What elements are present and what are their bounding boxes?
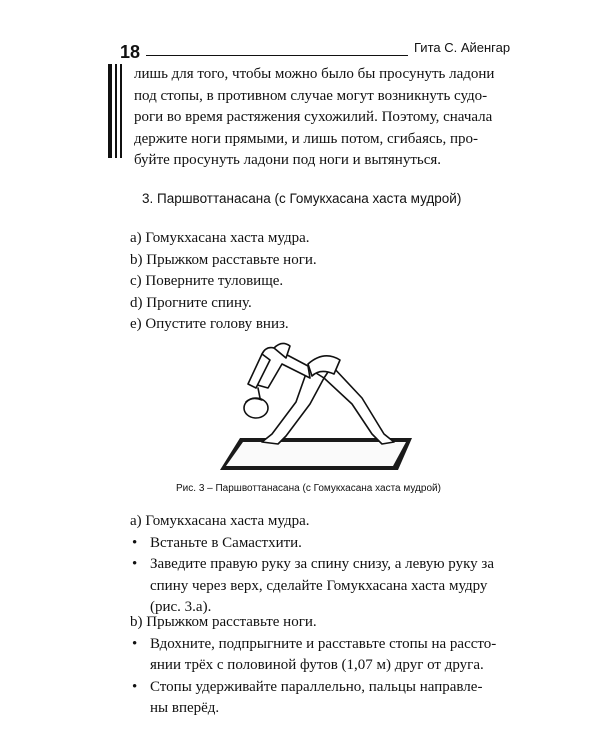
hips: [308, 356, 340, 376]
back-leg: [324, 366, 394, 444]
margin-bar: [108, 64, 112, 158]
bullet-icon: •: [132, 556, 138, 572]
bullet-item: [130, 677, 510, 720]
figure-caption: Рис. 3 – Паршвоттанасана (с Гомукхасана хаста мудрой): [176, 483, 441, 494]
bullet-icon: •: [132, 678, 138, 695]
margin-bar: [120, 64, 122, 158]
running-header-author: Гита С. Айенгар: [414, 40, 511, 55]
margin-bar: [115, 64, 117, 158]
intro-line: под стопы, в противном случае могут возникнуть судо-: [134, 87, 488, 104]
bullet-line: янии трёх с половиной футов (1,07 м) друг от друга.: [150, 657, 484, 673]
bullet-line: спину через верх, сделайте Гомукхасана хаста мудру: [150, 577, 488, 594]
bullet-icon: •: [132, 635, 138, 652]
intro-line: лишь для того, чтобы можно было бы просунуть ладони: [134, 66, 495, 82]
bullet-item: [130, 533, 510, 555]
section-title: 3. Паршвоттанасана (с Гомукхасана хаста мудрой): [142, 191, 462, 206]
bullet-line: ны вперёд.: [150, 700, 220, 716]
block-heading: a) Гомукхасана хаста мудра.: [130, 513, 310, 529]
intro-paragraph: [134, 64, 506, 172]
step-item: a) Гомукхасана хаста мудра.: [130, 230, 310, 246]
instruction-block-b: [130, 612, 510, 720]
bullet-icon: •: [132, 534, 138, 551]
block-heading: b) Прыжком расставьте ноги.: [130, 614, 317, 630]
step-item: b) Прыжком расставьте ноги.: [130, 251, 317, 268]
bullet-item: [130, 554, 510, 619]
intro-line: роги во время растяжения сухожилий. Поэтому, сначала: [134, 109, 493, 125]
intro-line: держите ноги прямыми, и лишь потом, сгибаясь, про-: [134, 130, 478, 147]
header-rule: [146, 55, 408, 56]
bullet-line: Стопы удерживайте параллельно, пальцы направле-: [150, 678, 483, 695]
step-item: e) Опустите голову вниз.: [130, 316, 289, 332]
step-item: d) Прогните спину.: [130, 294, 252, 311]
bullet-line: Встаньте в Самастхити.: [150, 534, 302, 551]
step-item: c) Поверните туловище.: [130, 273, 284, 289]
steps-list: [130, 228, 317, 336]
bullet-line: Заведите правую руку за спину снизу, а левую руку за: [150, 556, 495, 572]
bullet-line: (рис. 3.а).: [150, 599, 212, 615]
bullet-item: [130, 634, 510, 677]
pose-illustration: [212, 338, 422, 478]
margin-bars: [108, 64, 122, 158]
page-number: 18: [120, 42, 141, 62]
bullet-line: Вдохните, подпрыгните и расставьте стопы на рассто-: [150, 635, 497, 652]
instruction-block-a: [130, 511, 510, 619]
intro-line: буйте просунуть ладони под ноги и вытянуться.: [134, 152, 442, 168]
